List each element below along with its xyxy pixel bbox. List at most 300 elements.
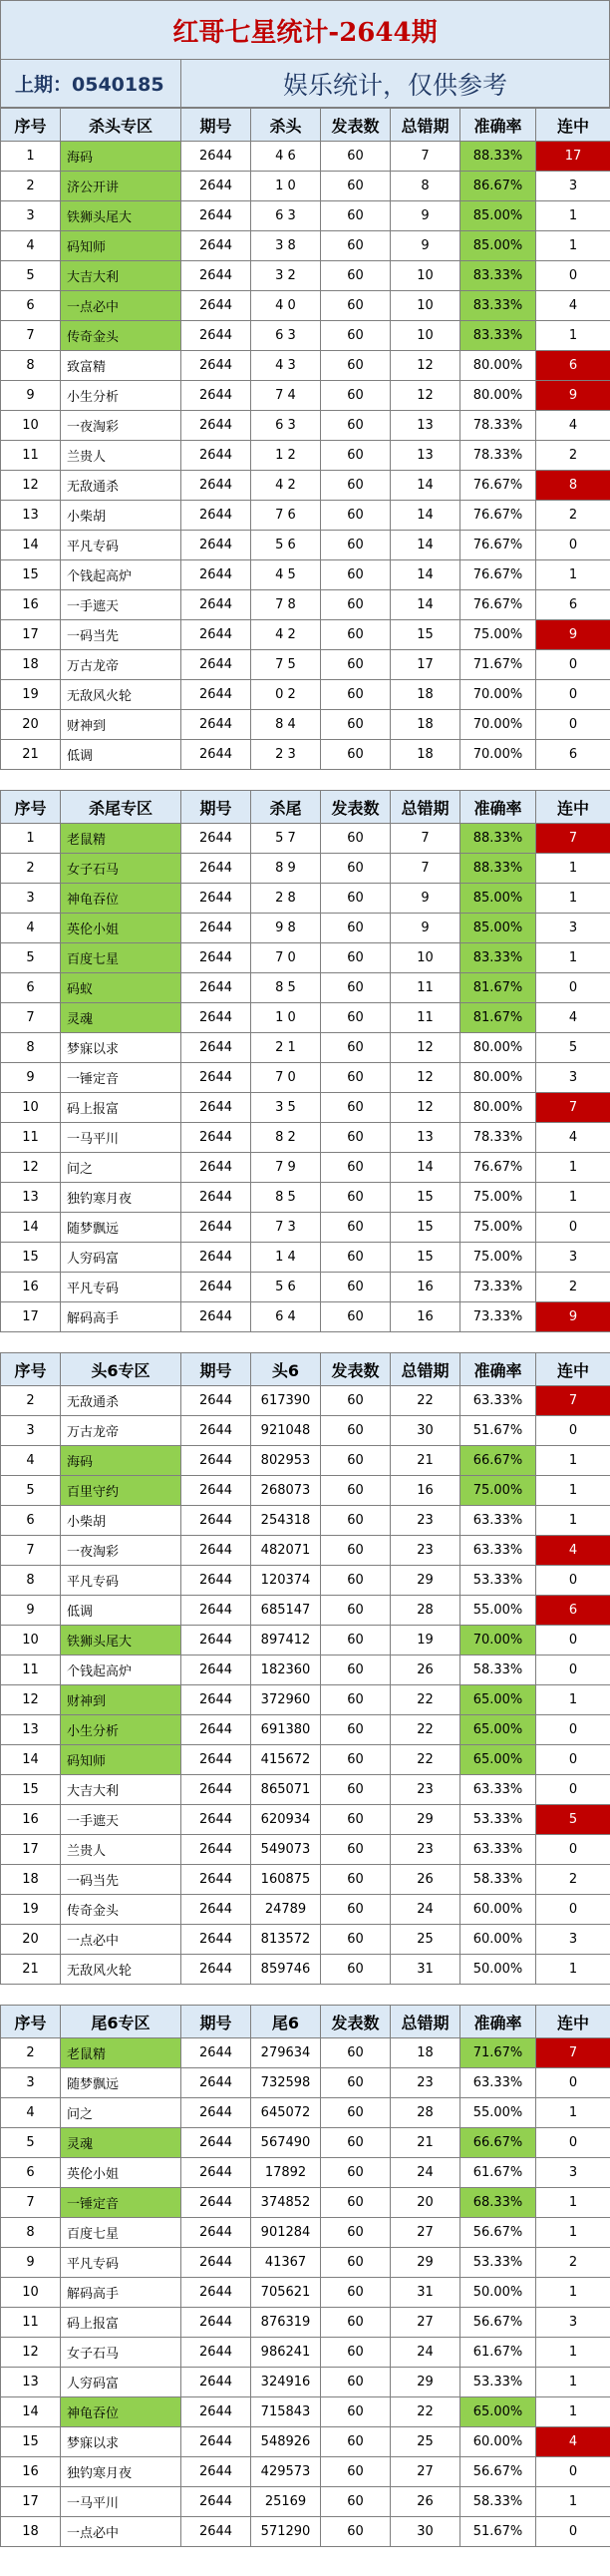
table-row <box>1 2368 610 2397</box>
cell-total-errors: 16 <box>391 1273 460 1302</box>
cell-issue: 2644 <box>181 441 251 471</box>
cell-streak: 0 <box>536 710 610 740</box>
cell-expert-name: 传奇金头 <box>61 1895 181 1925</box>
cell-publish-count: 60 <box>321 2517 391 2547</box>
cell-expert-name: 低调 <box>61 740 181 770</box>
cell-row-number: 13 <box>1 501 61 531</box>
cell-expert-name: 无敌通杀 <box>61 1386 181 1416</box>
cell-total-errors: 7 <box>391 142 460 172</box>
cell-streak: 3 <box>536 172 610 201</box>
cell-row-number: 6 <box>1 973 61 1003</box>
cell-row-number: 16 <box>1 1805 61 1835</box>
cell-prediction: 6 4 <box>251 1302 321 1332</box>
cell-expert-name: 财神到 <box>61 710 181 740</box>
cell-row-number: 17 <box>1 620 61 650</box>
cell-row-number: 18 <box>1 2517 61 2547</box>
cell-row-number: 19 <box>1 1895 61 1925</box>
cell-accuracy: 75.00% <box>460 1213 536 1243</box>
cell-publish-count: 60 <box>321 291 391 321</box>
cell-row-number: 3 <box>1 1416 61 1446</box>
cell-prediction: 4 5 <box>251 560 321 590</box>
cell-issue: 2644 <box>181 1506 251 1536</box>
cell-expert-name: 问之 <box>61 1153 181 1183</box>
cell-accuracy: 63.33% <box>460 1386 536 1416</box>
cell-total-errors: 10 <box>391 261 460 291</box>
table-row <box>1 650 610 680</box>
table-row <box>1 201 610 231</box>
table-row <box>1 2308 610 2338</box>
cell-streak: 3 <box>536 1063 610 1093</box>
cell-row-number: 3 <box>1 2068 61 2098</box>
table-row <box>1 2427 610 2457</box>
cell-total-errors: 22 <box>391 2397 460 2427</box>
cell-expert-name: 一夜淘彩 <box>61 1536 181 1566</box>
cell-accuracy: 73.33% <box>460 1302 536 1332</box>
cell-streak: 5 <box>536 1033 610 1063</box>
table-row <box>1 914 610 943</box>
cell-total-errors: 18 <box>391 710 460 740</box>
cell-publish-count: 60 <box>321 441 391 471</box>
cell-streak: 0 <box>536 2128 610 2158</box>
cell-issue: 2644 <box>181 1386 251 1416</box>
stats-table-1 <box>0 108 610 770</box>
cell-publish-count: 60 <box>321 1715 391 1745</box>
cell-publish-count: 60 <box>321 381 391 411</box>
cell-expert-name: 一锤定音 <box>61 1063 181 1093</box>
section-gap <box>0 1985 610 2005</box>
stats-table-3 <box>0 1352 610 1985</box>
cell-streak: 1 <box>536 2218 610 2248</box>
cell-total-errors: 10 <box>391 291 460 321</box>
table-row <box>1 1685 610 1715</box>
cell-accuracy: 53.33% <box>460 2248 536 2278</box>
cell-prediction: 1 0 <box>251 172 321 201</box>
table-row <box>1 1835 610 1865</box>
section-gap <box>0 770 610 790</box>
cell-total-errors: 14 <box>391 590 460 620</box>
table-row <box>1 261 610 291</box>
column-header-row-number: 序号 <box>1 791 61 824</box>
cell-accuracy: 76.67% <box>460 471 536 501</box>
cell-expert-name: 平凡专码 <box>61 1566 181 1596</box>
cell-total-errors: 28 <box>391 2098 460 2128</box>
cell-prediction: 8 5 <box>251 973 321 1003</box>
cell-expert-name: 码上报富 <box>61 2308 181 2338</box>
cell-streak: 9 <box>536 620 610 650</box>
cell-prediction: 8 5 <box>251 1183 321 1213</box>
cell-publish-count: 60 <box>321 1536 391 1566</box>
table-row <box>1 2457 610 2487</box>
table-row <box>1 2098 610 2128</box>
cell-publish-count: 60 <box>321 351 391 381</box>
cell-publish-count: 60 <box>321 1302 391 1332</box>
column-header-streak: 连中 <box>536 1353 610 1386</box>
cell-prediction: 254318 <box>251 1506 321 1536</box>
cell-issue: 2644 <box>181 1865 251 1895</box>
cell-expert-name: 一点必中 <box>61 1925 181 1955</box>
cell-total-errors: 11 <box>391 973 460 1003</box>
cell-accuracy: 65.00% <box>460 1715 536 1745</box>
cell-issue: 2644 <box>181 2278 251 2308</box>
cell-prediction: 571290 <box>251 2517 321 2547</box>
cell-total-errors: 18 <box>391 680 460 710</box>
cell-expert-name: 一点必中 <box>61 2517 181 2547</box>
cell-publish-count: 60 <box>321 560 391 590</box>
cell-publish-count: 60 <box>321 1093 391 1123</box>
cell-row-number: 14 <box>1 1213 61 1243</box>
cell-publish-count: 60 <box>321 884 391 914</box>
cell-issue: 2644 <box>181 1656 251 1685</box>
cell-issue: 2644 <box>181 2218 251 2248</box>
cell-publish-count: 60 <box>321 1865 391 1895</box>
cell-streak: 8 <box>536 471 610 501</box>
table-row <box>1 973 610 1003</box>
cell-accuracy: 75.00% <box>460 620 536 650</box>
cell-streak: 7 <box>536 824 610 854</box>
cell-row-number: 14 <box>1 531 61 560</box>
cell-prediction: 567490 <box>251 2128 321 2158</box>
table-row <box>1 142 610 172</box>
column-header-prediction: 头6 <box>251 1353 321 1386</box>
table-header-row <box>1 2006 610 2038</box>
cell-row-number: 15 <box>1 2427 61 2457</box>
cell-expert-name: 万古龙帝 <box>61 1416 181 1446</box>
cell-prediction: 24789 <box>251 1895 321 1925</box>
table-row <box>1 1596 610 1626</box>
cell-streak: 1 <box>536 2397 610 2427</box>
cell-issue: 2644 <box>181 650 251 680</box>
cell-accuracy: 66.67% <box>460 1446 536 1476</box>
table-row <box>1 1895 610 1925</box>
cell-streak: 9 <box>536 381 610 411</box>
cell-accuracy: 76.67% <box>460 590 536 620</box>
cell-expert-name: 低调 <box>61 1596 181 1626</box>
cell-expert-name: 万古龙帝 <box>61 650 181 680</box>
cell-expert-name: 铁狮头尾大 <box>61 201 181 231</box>
cell-total-errors: 30 <box>391 1416 460 1446</box>
table-row <box>1 824 610 854</box>
cell-expert-name: 一夜淘彩 <box>61 411 181 441</box>
stats-table-2 <box>0 790 610 1332</box>
cell-total-errors: 21 <box>391 2128 460 2158</box>
cell-row-number: 11 <box>1 441 61 471</box>
cell-row-number: 13 <box>1 2368 61 2397</box>
cell-total-errors: 12 <box>391 351 460 381</box>
cell-expert-name: 小柴胡 <box>61 1506 181 1536</box>
cell-prediction: 7 4 <box>251 381 321 411</box>
cell-total-errors: 16 <box>391 1476 460 1506</box>
cell-expert-name: 老鼠精 <box>61 2038 181 2068</box>
cell-issue: 2644 <box>181 1416 251 1446</box>
cell-row-number: 13 <box>1 1183 61 1213</box>
cell-issue: 2644 <box>181 590 251 620</box>
cell-publish-count: 60 <box>321 1476 391 1506</box>
cell-issue: 2644 <box>181 1835 251 1865</box>
cell-publish-count: 60 <box>321 854 391 884</box>
cell-publish-count: 60 <box>321 2248 391 2278</box>
cell-issue: 2644 <box>181 914 251 943</box>
cell-issue: 2644 <box>181 471 251 501</box>
cell-streak: 0 <box>536 1835 610 1865</box>
cell-prediction: 4 2 <box>251 620 321 650</box>
cell-issue: 2644 <box>181 1775 251 1805</box>
cell-issue: 2644 <box>181 142 251 172</box>
cell-prediction: 2 8 <box>251 884 321 914</box>
cell-prediction: 4 6 <box>251 142 321 172</box>
cell-streak: 1 <box>536 854 610 884</box>
table-row <box>1 1416 610 1446</box>
table-header-row <box>1 109 610 142</box>
cell-total-errors: 29 <box>391 2248 460 2278</box>
cell-total-errors: 15 <box>391 620 460 650</box>
cell-streak: 9 <box>536 1302 610 1332</box>
cell-streak: 7 <box>536 2038 610 2068</box>
cell-publish-count: 60 <box>321 2068 391 2098</box>
cell-accuracy: 51.67% <box>460 1416 536 1446</box>
last-issue-label: 上期：0540185 <box>1 60 181 107</box>
cell-issue: 2644 <box>181 2397 251 2427</box>
cell-publish-count: 60 <box>321 1003 391 1033</box>
cell-expert-name: 小生分析 <box>61 381 181 411</box>
cell-prediction: 6 3 <box>251 201 321 231</box>
table-row <box>1 1003 610 1033</box>
cell-streak: 0 <box>536 261 610 291</box>
cell-row-number: 8 <box>1 2218 61 2248</box>
cell-accuracy: 76.67% <box>460 531 536 560</box>
cell-streak: 0 <box>536 1626 610 1656</box>
cell-expert-name: 平凡专码 <box>61 1273 181 1302</box>
cell-expert-name: 独钓寒月夜 <box>61 2457 181 2487</box>
page-title: 红哥七星统计-2644期 <box>0 0 610 60</box>
cell-row-number: 6 <box>1 1506 61 1536</box>
cell-row-number: 4 <box>1 2098 61 2128</box>
cell-publish-count: 60 <box>321 1596 391 1626</box>
cell-publish-count: 60 <box>321 1033 391 1063</box>
cell-issue: 2644 <box>181 824 251 854</box>
cell-total-errors: 12 <box>391 1033 460 1063</box>
cell-accuracy: 81.67% <box>460 1003 536 1033</box>
cell-prediction: 549073 <box>251 1835 321 1865</box>
cell-issue: 2644 <box>181 560 251 590</box>
cell-publish-count: 60 <box>321 2098 391 2128</box>
table-row <box>1 1123 610 1153</box>
cell-issue: 2644 <box>181 381 251 411</box>
cell-publish-count: 60 <box>321 973 391 1003</box>
cell-streak: 2 <box>536 501 610 531</box>
table-row <box>1 172 610 201</box>
cell-expert-name: 一码当先 <box>61 620 181 650</box>
cell-row-number: 5 <box>1 2128 61 2158</box>
cell-streak: 3 <box>536 2158 610 2188</box>
cell-prediction: 8 9 <box>251 854 321 884</box>
cell-accuracy: 83.33% <box>460 291 536 321</box>
table-row <box>1 1626 610 1656</box>
cell-row-number: 11 <box>1 1656 61 1685</box>
cell-prediction: 482071 <box>251 1536 321 1566</box>
table-row <box>1 1715 610 1745</box>
cell-row-number: 12 <box>1 2338 61 2368</box>
cell-publish-count: 60 <box>321 943 391 973</box>
cell-expert-name: 大吉大利 <box>61 1775 181 1805</box>
cell-issue: 2644 <box>181 2158 251 2188</box>
cell-total-errors: 7 <box>391 824 460 854</box>
column-header-issue: 期号 <box>181 1353 251 1386</box>
column-header-prediction: 杀头 <box>251 109 321 142</box>
cell-total-errors: 13 <box>391 441 460 471</box>
cell-publish-count: 60 <box>321 1213 391 1243</box>
cell-issue: 2644 <box>181 1955 251 1985</box>
cell-accuracy: 60.00% <box>460 1925 536 1955</box>
column-header-expert-name: 杀尾专区 <box>61 791 181 824</box>
cell-prediction: 5 6 <box>251 1273 321 1302</box>
cell-publish-count: 60 <box>321 231 391 261</box>
cell-row-number: 4 <box>1 1446 61 1476</box>
table-row <box>1 1273 610 1302</box>
cell-row-number: 12 <box>1 471 61 501</box>
cell-streak: 1 <box>536 2278 610 2308</box>
cell-streak: 6 <box>536 1596 610 1626</box>
column-header-prediction: 杀尾 <box>251 791 321 824</box>
table-row <box>1 1925 610 1955</box>
cell-prediction: 429573 <box>251 2457 321 2487</box>
cell-accuracy: 58.33% <box>460 2487 536 2517</box>
table-row <box>1 2188 610 2218</box>
cell-expert-name: 一点必中 <box>61 291 181 321</box>
cell-issue: 2644 <box>181 1033 251 1063</box>
cell-streak: 1 <box>536 321 610 351</box>
cell-prediction: 6 3 <box>251 411 321 441</box>
cell-total-errors: 22 <box>391 1715 460 1745</box>
cell-publish-count: 60 <box>321 1183 391 1213</box>
cell-publish-count: 60 <box>321 261 391 291</box>
table-row <box>1 1955 610 1985</box>
cell-streak: 1 <box>536 201 610 231</box>
cell-row-number: 6 <box>1 2158 61 2188</box>
column-header-expert-name: 头6专区 <box>61 1353 181 1386</box>
cell-expert-name: 百度七星 <box>61 2218 181 2248</box>
cell-prediction: 645072 <box>251 2098 321 2128</box>
cell-publish-count: 60 <box>321 1243 391 1273</box>
cell-expert-name: 人穷码富 <box>61 1243 181 1273</box>
cell-prediction: 2 3 <box>251 740 321 770</box>
cell-streak: 17 <box>536 142 610 172</box>
cell-expert-name: 兰贵人 <box>61 441 181 471</box>
cell-issue: 2644 <box>181 1093 251 1123</box>
cell-total-errors: 7 <box>391 854 460 884</box>
cell-accuracy: 63.33% <box>460 2068 536 2098</box>
cell-accuracy: 76.67% <box>460 1153 536 1183</box>
cell-issue: 2644 <box>181 620 251 650</box>
cell-prediction: 415672 <box>251 1745 321 1775</box>
cell-issue: 2644 <box>181 2368 251 2397</box>
cell-streak: 1 <box>536 1506 610 1536</box>
cell-prediction: 374852 <box>251 2188 321 2218</box>
cell-total-errors: 9 <box>391 201 460 231</box>
cell-accuracy: 55.00% <box>460 1596 536 1626</box>
cell-expert-name: 人穷码富 <box>61 2368 181 2397</box>
cell-publish-count: 60 <box>321 142 391 172</box>
cell-row-number: 7 <box>1 321 61 351</box>
cell-row-number: 12 <box>1 1685 61 1715</box>
cell-total-errors: 9 <box>391 884 460 914</box>
cell-issue: 2644 <box>181 2038 251 2068</box>
cell-row-number: 2 <box>1 854 61 884</box>
cell-total-errors: 10 <box>391 943 460 973</box>
column-header-prediction: 尾6 <box>251 2006 321 2038</box>
cell-row-number: 5 <box>1 943 61 973</box>
cell-expert-name: 神龟吞位 <box>61 884 181 914</box>
cell-publish-count: 60 <box>321 1835 391 1865</box>
cell-row-number: 6 <box>1 291 61 321</box>
cell-publish-count: 60 <box>321 2368 391 2397</box>
cell-total-errors: 25 <box>391 2427 460 2457</box>
cell-accuracy: 63.33% <box>460 1775 536 1805</box>
table-row <box>1 2218 610 2248</box>
cell-total-errors: 14 <box>391 560 460 590</box>
cell-issue: 2644 <box>181 172 251 201</box>
cell-publish-count: 60 <box>321 1805 391 1835</box>
cell-accuracy: 76.67% <box>460 560 536 590</box>
cell-issue: 2644 <box>181 531 251 560</box>
cell-issue: 2644 <box>181 854 251 884</box>
table-row <box>1 680 610 710</box>
cell-row-number: 2 <box>1 172 61 201</box>
cell-publish-count: 60 <box>321 501 391 531</box>
cell-streak: 1 <box>536 1476 610 1506</box>
column-header-publish-count: 发表数 <box>321 791 391 824</box>
cell-streak: 0 <box>536 1895 610 1925</box>
cell-publish-count: 60 <box>321 1925 391 1955</box>
cell-streak: 1 <box>536 1955 610 1985</box>
column-header-issue: 期号 <box>181 109 251 142</box>
cell-total-errors: 15 <box>391 1213 460 1243</box>
cell-publish-count: 60 <box>321 1895 391 1925</box>
cell-total-errors: 25 <box>391 1925 460 1955</box>
subtitle-bar <box>0 60 610 108</box>
cell-publish-count: 60 <box>321 650 391 680</box>
cell-issue: 2644 <box>181 884 251 914</box>
cell-expert-name: 财神到 <box>61 1685 181 1715</box>
cell-row-number: 16 <box>1 1273 61 1302</box>
cell-prediction: 268073 <box>251 1476 321 1506</box>
cell-accuracy: 85.00% <box>460 201 536 231</box>
cell-accuracy: 71.67% <box>460 2038 536 2068</box>
cell-total-errors: 26 <box>391 2487 460 2517</box>
cell-expert-name: 老鼠精 <box>61 824 181 854</box>
table-row <box>1 1033 610 1063</box>
table-row <box>1 531 610 560</box>
cell-publish-count: 60 <box>321 824 391 854</box>
cell-streak: 0 <box>536 1775 610 1805</box>
column-header-accuracy: 准确率 <box>460 1353 536 1386</box>
cell-issue: 2644 <box>181 2098 251 2128</box>
cell-row-number: 21 <box>1 740 61 770</box>
cell-expert-name: 一手遮天 <box>61 1805 181 1835</box>
cell-issue: 2644 <box>181 231 251 261</box>
table-row <box>1 501 610 531</box>
cell-expert-name: 问之 <box>61 2098 181 2128</box>
cell-total-errors: 15 <box>391 1183 460 1213</box>
cell-expert-name: 一码当先 <box>61 1865 181 1895</box>
cell-prediction: 3 8 <box>251 231 321 261</box>
cell-streak: 3 <box>536 1925 610 1955</box>
cell-publish-count: 60 <box>321 2338 391 2368</box>
cell-expert-name: 码知师 <box>61 1745 181 1775</box>
cell-publish-count: 60 <box>321 2128 391 2158</box>
cell-accuracy: 56.67% <box>460 2308 536 2338</box>
cell-prediction: 120374 <box>251 1566 321 1596</box>
table-row <box>1 740 610 770</box>
